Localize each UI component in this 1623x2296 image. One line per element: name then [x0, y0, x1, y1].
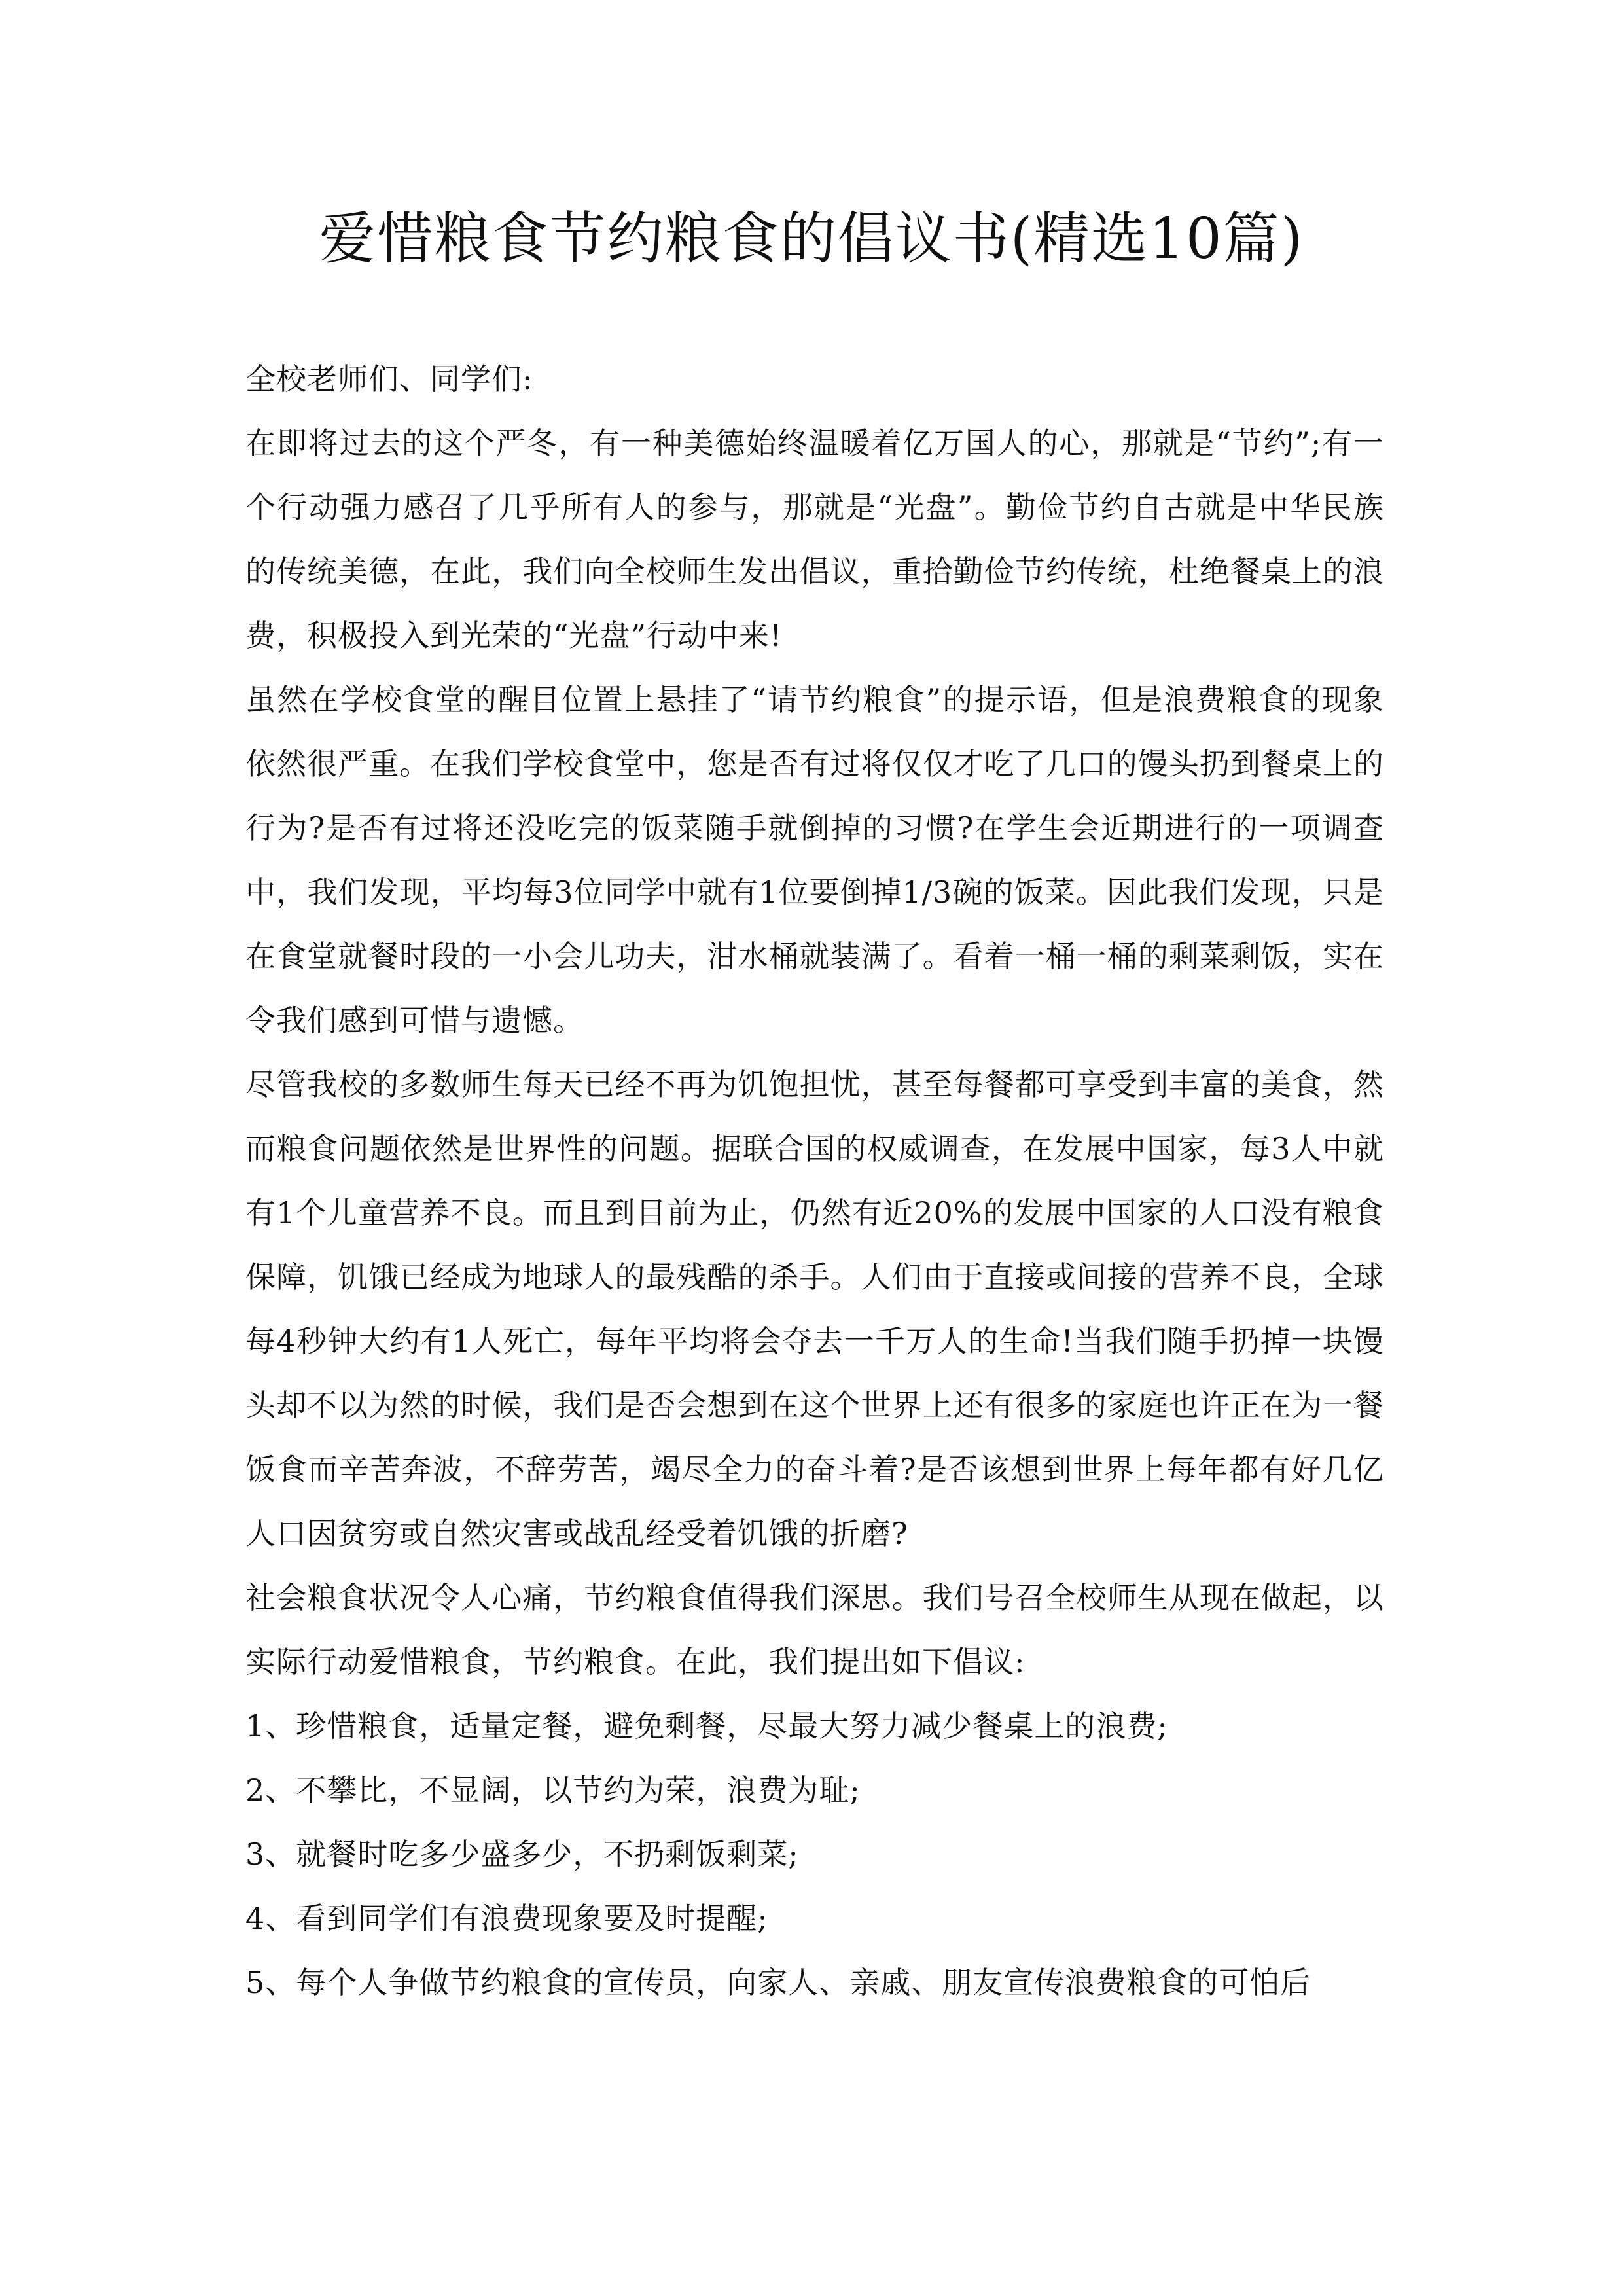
paragraph-world-hunger: 尽管我校的多数师生每天已经不再为饥饱担忧，甚至每餐都可享受到丰富的美食，然而粮食问题依然是世界性的问题。据联合国的权威调查，在发展中国家，每3人中就有1个儿童营养不良。而且到目前为止，仍然有近20%的发展中国家的人口没有粮食保障，饥饿已经成为地球人的最残酷的杀手。人们由于直接或间接的营养不良，全球每4秒钟大约有1人死亡，每年平均将会夺去一千万人的生命!当我们随手扔掉一块馒头却不以为然的时候，我们是否会想到在这个世界上还有很多的家庭也许正在为一餐饭食而辛苦奔波，不辞劳苦，竭尽全力的奋斗着?是否该想到世界上每年都有好几亿人口因贫穷或自然灾害或战乱经受着饥饿的折磨? [245, 1067, 1384, 1551]
paragraph-call-to-action: 社会粮食状况令人心痛，节约粮食值得我们深思。我们号召全校师生从现在做起，以实际行动爱惜粮食，节约粮食。在此，我们提出如下倡议: [245, 1580, 1384, 1679]
document-body [245, 347, 1384, 2015]
proposal-item-4: 4、看到同学们有浪费现象要及时提醒; [245, 1901, 768, 1936]
proposal-item-5: 5、每个人争做节约粮食的宣传员，向家人、亲戚、朋友宣传浪费粮食的可怕后 [245, 1965, 1311, 2000]
salutation: 全校老师们、同学们: [245, 361, 533, 397]
proposal-item-3: 3、就餐时吃多少盛多少，不扔剩饭剩菜; [245, 1837, 799, 1872]
proposal-item-2: 2、不攀比，不显阔，以节约为荣，浪费为耻; [245, 1772, 861, 1808]
paragraph-waste-problem: 虽然在学校食堂的醒目位置上悬挂了“请节约粮食”的提示语，但是浪费粮食的现象依然很严重。在我们学校食堂中，您是否有过将仅仅才吃了几口的馒头扔到餐桌上的行为?是否有过将还没吃完的饭菜随手就倒掉的习惯?在学生会近期进行的一项调查中，我们发现，平均每3位同学中就有1位要倒掉1/3碗的饭菜。因此我们发现，只是在食堂就餐时段的一小会儿功夫，泔水桶就装满了。看着一桶一桶的剩菜剩饭，实在令我们感到可惜与遗憾。 [245, 682, 1384, 1038]
paragraph-intro: 在即将过去的这个严冬，有一种美德始终温暖着亿万国人的心，那就是“节约”;有一个行动强力感召了几乎所有人的参与，那就是“光盘”。勤俭节约自古就是中华民族的传统美德，在此，我们向全校师生发出倡议，重拾勤俭节约传统，杜绝餐桌上的浪费，积极投入到光荣的“光盘”行动中来! [245, 425, 1384, 653]
document-title: 爱惜粮食节约粮食的倡议书(精选10篇) [319, 206, 1304, 272]
proposal-item-1: 1、珍惜粮食，适量定餐，避免剩餐，尽最大努力减少餐桌上的浪费; [245, 1708, 1168, 1744]
